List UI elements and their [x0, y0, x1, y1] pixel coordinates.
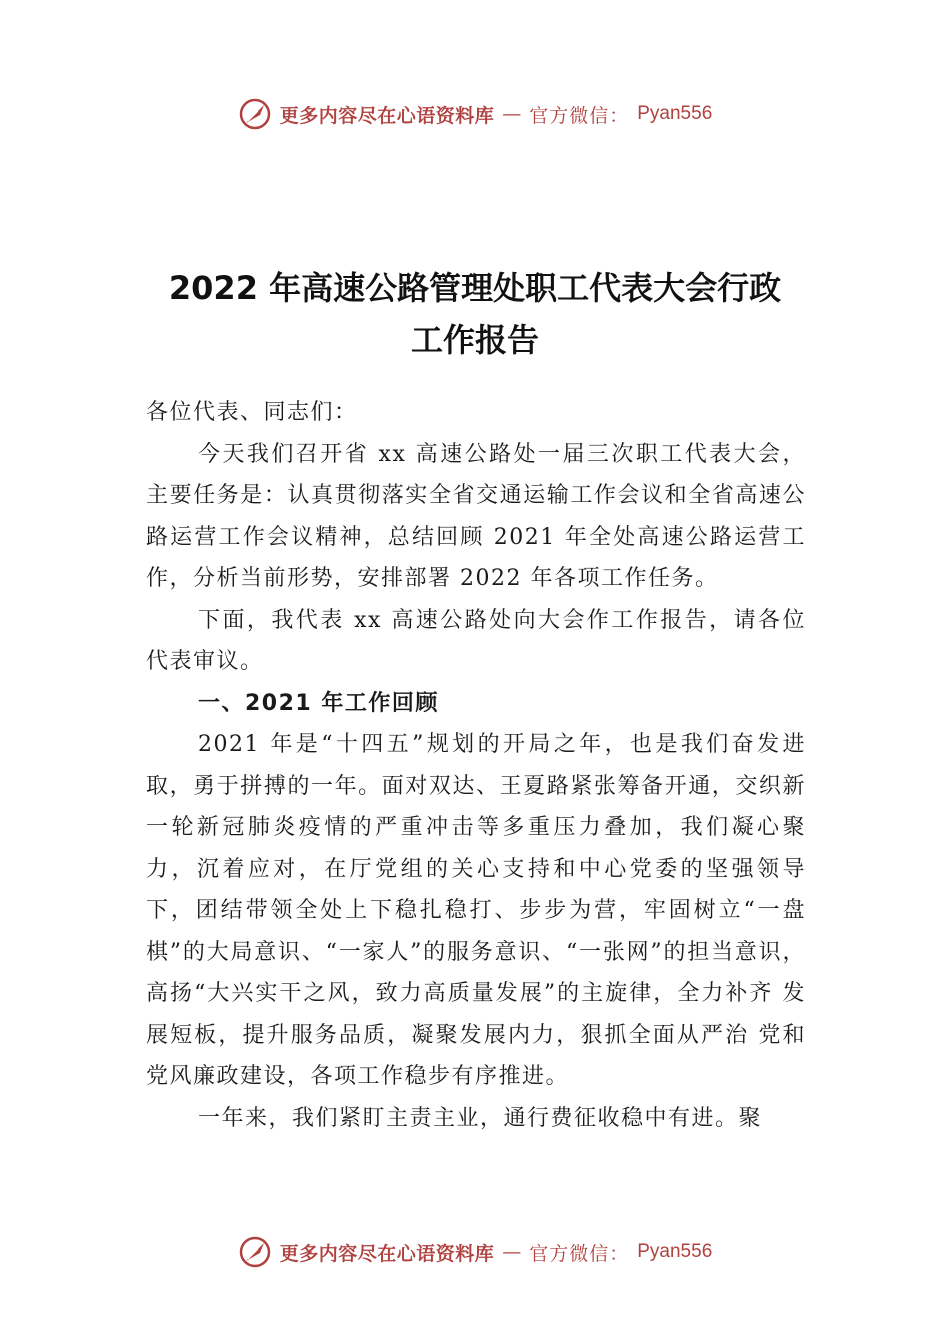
paragraph-1: 今天我们召开省 xx 高速公路处一届三次职工代表大会，主要任务是：认真贯彻落实全省交通运输工作会议和全省高速公路运营工作会议精神，总结回顾 2021 年全处高速公路运营工作，分析当前形势，安排部署 2022 年各项工作任务。 [146, 441, 806, 591]
banner-label: 官方微信： [529, 1242, 630, 1265]
quill-circle-logo-icon [238, 97, 272, 131]
salutation: 各位代表、同志们： [146, 400, 358, 425]
document-body [146, 392, 806, 1139]
document-title [100, 262, 850, 366]
header-watermark-banner [0, 94, 950, 134]
section-heading: 一、2021 年工作回顾 [198, 690, 439, 716]
banner-separator: — [502, 103, 522, 125]
paragraph-2: 下面，我代表 xx 高速公路处向大会作工作报告，请各位代表审议。 [146, 607, 806, 674]
title-line-1: 2022 年高速公路管理处职工代表大会行政 [168, 269, 782, 307]
quill-circle-logo-icon [238, 1235, 272, 1269]
banner-wechat-id: Pyan556 [637, 1241, 713, 1262]
banner-text: 更多内容尽在心语资料库 [279, 104, 495, 127]
banner-text: 更多内容尽在心语资料库 [279, 1242, 495, 1265]
paragraph-3: 2021 年是“十四五”规划的开局之年，也是我们奋发进取，勇于拼搏的一年。面对双达、王夏路紧张筹备开通，交织新 一轮新冠肺炎疫情的严重冲击等多重压力叠加，我们凝心聚 力，沉着应对，在厅党组的关心支持和中心党委的坚强领导 下，团结带领全处上下稳扎稳打、步步为营，牢固树立“一盘 棋”的大局意识、“一家人”的服务意识、“一张网”的担当意识， 高扬“大兴实干之风，致力高质量发展”的主旋律，全力补齐 发展短板，提升服务品质，凝聚发展内力，狠抓全面从严治 党和党风廉政建设，各项工作稳步有序推进。 [146, 732, 806, 1089]
banner-wechat-id: Pyan556 [637, 103, 713, 124]
paragraph-4: 一年来，我们紧盯主责主业，通行费征收稳中有进。聚 [198, 1105, 763, 1131]
banner-label: 官方微信： [529, 104, 630, 127]
footer-watermark-banner [0, 1232, 950, 1272]
title-line-2: 工作报告 [410, 321, 539, 359]
banner-separator: — [502, 1241, 522, 1263]
